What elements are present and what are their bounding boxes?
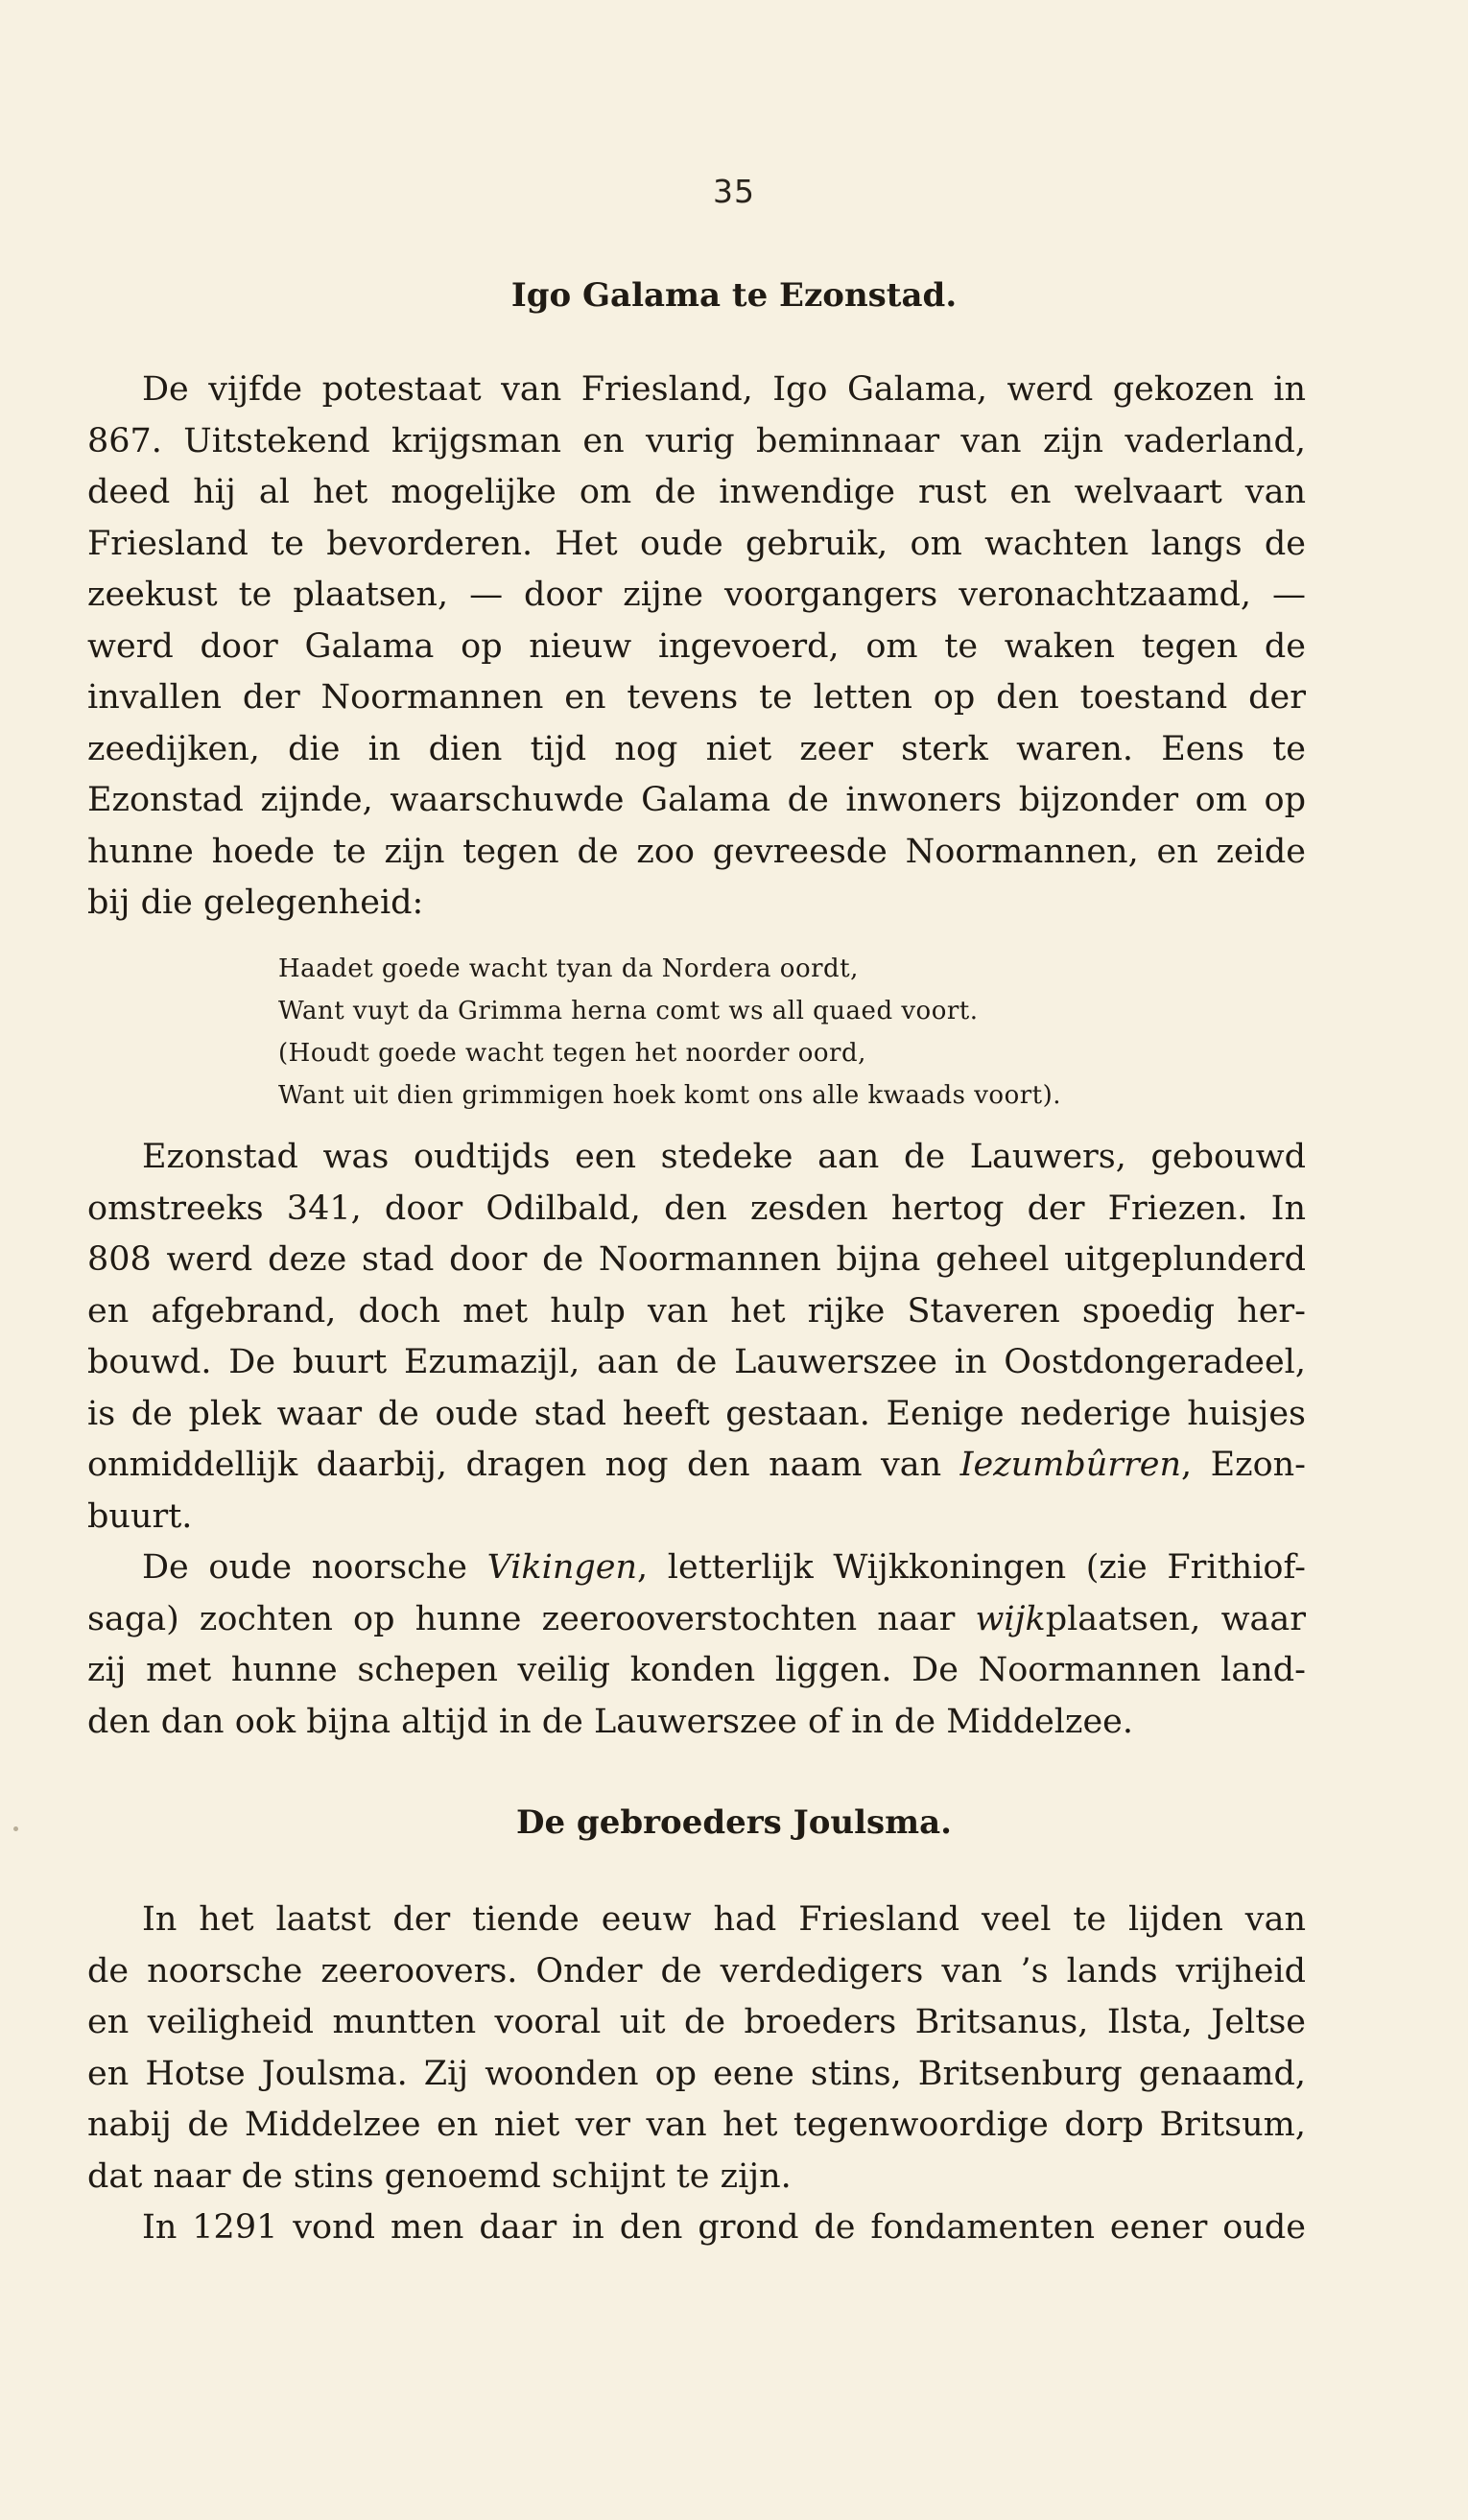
text-line <box>87 1543 1306 1594</box>
text-line: bouwd. De buurt Ezumazijl, aan de Lauwerszee in Oostdongeradeel, <box>87 1343 1306 1381</box>
text-segment: , letterlijk Wijkkoningen (zie Frithiof- <box>637 1548 1306 1587</box>
paragraph-galama-intro <box>87 365 1306 930</box>
paragraph-joulsma <box>87 1895 1306 2254</box>
text-line: den dan ook bijna altijd in de Lauwerszee of in de Middelzee. <box>87 1702 1133 1741</box>
verse-line: Want uit dien grimmigen hoek komt ons alle kwaads voort). <box>278 1081 1062 1110</box>
text-line: zeedijken, die in dien tijd nog niet zeer sterk waren. Eens te <box>87 729 1306 768</box>
verse-line: (Houdt goede wacht tegen het noorder oord, <box>278 1039 866 1068</box>
text-line: zeekust te plaatsen, — door zijne voorgangers veronachtzaamd, — <box>87 576 1306 614</box>
text-line: dat naar de stins genoemd schijnt te zijn. <box>87 2156 792 2196</box>
text-line: nabij de Middelzee en niet ver van het tegenwoordige dorp Britsum, <box>87 2106 1306 2144</box>
section-title-igo-galama: Igo Galama te Ezonstad. <box>510 276 958 315</box>
text-segment: , Ezon- <box>1181 1446 1307 1484</box>
text-line: 867. Uitstekend krijgsman en vurig beminnaar van zijn vaderland, <box>87 421 1306 460</box>
text-segment: De oude noorsche <box>142 1548 487 1587</box>
text-line: werd door Galama op nieuw ingevoerd, om te waken tegen de <box>87 626 1306 666</box>
text-line: Ezonstad was oudtijds een stedeke aan de Lauwers, gebouwd <box>142 1138 1306 1176</box>
text-line: 808 werd deze stad door de Noormannen bijna geheel uitgeplunderd <box>87 1240 1306 1279</box>
text-line <box>87 1594 1306 1646</box>
text-line: en afgebrand, doch met hulp van het rijke Staveren spoedig her- <box>87 1291 1306 1331</box>
text-line: zij met hunne schepen veilig konden liggen. De Noormannen land- <box>87 1651 1306 1689</box>
italic-place-name: Iezumbûrren <box>959 1446 1182 1484</box>
verse-line: Want vuyt da Grimma herna comt ws all quaed voort. <box>278 997 979 1025</box>
paragraph-ezonstad <box>87 1132 1306 1748</box>
text-segment: plaatsen, waar <box>1045 1599 1306 1638</box>
text-line: bij die gelegenheid: <box>87 883 424 922</box>
text-line: deed hij al het mogelijke om de inwendige rust en welvaart van <box>87 473 1306 511</box>
section-title-joulsma: De gebroeders Joulsma. <box>515 1803 953 1842</box>
italic-term: Vikingen <box>486 1548 638 1587</box>
text-line: de noorsche zeeroovers. Onder de verdedigers van ’s lands vrijheid <box>87 1951 1306 1990</box>
text-line: buurt. <box>87 1496 193 1536</box>
text-line: invallen der Noormannen en tevens te letten op den toestand der <box>87 678 1306 717</box>
text-line: omstreeks 341, door Odilbald, den zesden hertog der Friezen. In <box>87 1189 1306 1228</box>
text-line: Friesland te bevorderen. Het oude gebruik, om wachten langs de <box>87 524 1306 563</box>
text-segment: saga) zochten op hunne zeerooverstochten naar <box>87 1599 976 1638</box>
text-line <box>87 1440 1306 1492</box>
text-line: en Hotse Joulsma. Zij woonden op eene stins, Britsenburg genaamd, <box>87 2054 1306 2093</box>
text-line: In het laatst der tiende eeuw had Friesland veel te lijden van <box>142 1900 1306 1939</box>
verse-quote <box>278 948 1142 1117</box>
page-number: 35 <box>713 173 755 210</box>
text-segment: onmiddellijk daarbij, dragen nog den naam van <box>87 1446 960 1484</box>
text-line: hunne hoede te zijn tegen de zoo gevreesde Noormannen, en zeide <box>87 832 1306 871</box>
text-line: is de plek waar de oude stad heeft gestaan. Eenige nederige huisjes <box>87 1394 1306 1433</box>
text-line: De vijfde potestaat van Friesland, Igo Galama, werd gekozen in <box>142 370 1306 409</box>
italic-term: wijk <box>975 1599 1046 1638</box>
text-line: en veiligheid muntten vooral uit de broeders Britsanus, Ilsta, Jeltse <box>87 2003 1306 2041</box>
text-line: In 1291 vond men daar in den grond de fondamenten eener oude <box>142 2208 1306 2247</box>
text-line: Ezonstad zijnde, waarschuwde Galama de inwoners bijzonder om op <box>87 781 1306 819</box>
verse-line: Haadet goede wacht tyan da Nordera oordt, <box>278 954 859 983</box>
